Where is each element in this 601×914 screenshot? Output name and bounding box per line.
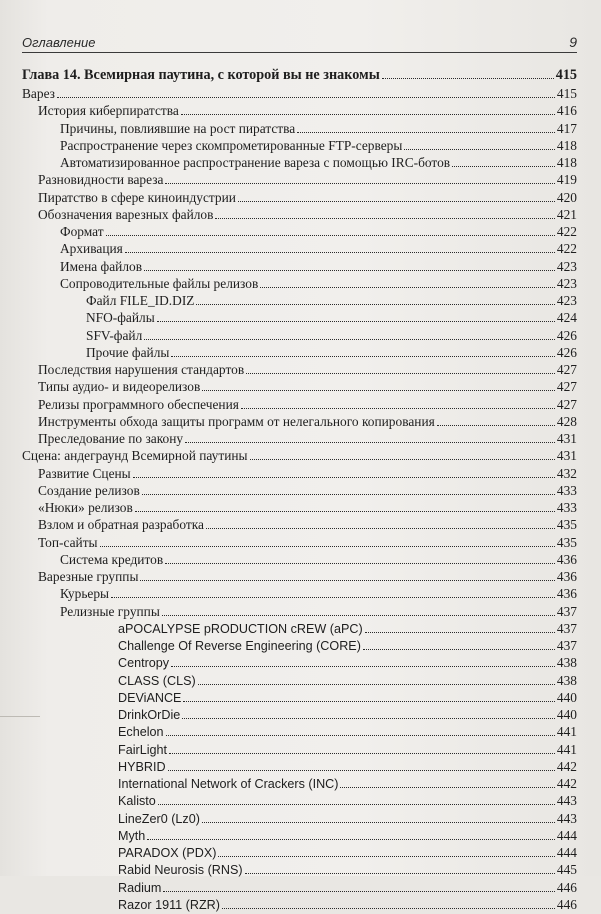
dot-leader xyxy=(241,408,555,409)
toc-entry xyxy=(22,137,577,154)
toc-entry-title: Сцена: андеграунд Всемирной паутины xyxy=(22,448,248,464)
toc-entry xyxy=(22,568,577,585)
dot-leader xyxy=(140,580,554,581)
toc-entry-page: 422 xyxy=(556,241,577,257)
toc-entry-title: Преследование по закону xyxy=(38,431,184,446)
toc-entry-page: 419 xyxy=(556,172,577,188)
toc-entry-page: 423 xyxy=(556,293,577,308)
page-number: 9 xyxy=(569,34,577,50)
toc-entry xyxy=(22,85,577,102)
dot-leader xyxy=(144,270,555,271)
toc-entry-title: Варез xyxy=(22,86,55,101)
toc-entry xyxy=(22,654,577,671)
toc-entry-title: DrinkOrDie xyxy=(118,708,181,722)
toc-entry xyxy=(22,810,577,827)
toc-entry-page: 436 xyxy=(556,551,577,567)
dot-leader xyxy=(125,252,555,253)
dot-leader xyxy=(135,511,555,512)
toc-entry-title: HYBRID xyxy=(118,759,166,774)
toc-entry xyxy=(22,275,577,292)
dot-leader xyxy=(196,304,554,305)
toc-entry-title: Обозначения варезных файлов xyxy=(38,206,214,222)
toc-entry-title: Релизные группы xyxy=(60,603,160,619)
dot-leader xyxy=(106,235,555,236)
toc-entry xyxy=(22,223,577,240)
toc-entry-page: 442 xyxy=(556,758,577,774)
toc-entry-page: 436 xyxy=(556,569,577,584)
toc-entry-title: Radium xyxy=(118,880,162,895)
toc-entry xyxy=(22,792,577,809)
toc-entry-title: Топ-сайты xyxy=(38,534,98,550)
toc-entry-title: Система кредитов xyxy=(60,551,164,567)
toc-entry-title: Последствия нарушения стандартов xyxy=(38,362,245,377)
toc-entry-page: 423 xyxy=(556,275,577,291)
dot-leader xyxy=(246,373,555,374)
dot-leader xyxy=(202,822,555,823)
toc-entry-title: NFO-файлы xyxy=(86,310,155,326)
dot-leader xyxy=(163,891,555,892)
toc-entry-title: Myth xyxy=(118,828,146,843)
dot-leader xyxy=(297,132,555,133)
toc-entry-page: 424 xyxy=(556,310,577,326)
toc-entry xyxy=(22,206,577,223)
toc-entry-page: 435 xyxy=(556,517,577,533)
dot-leader xyxy=(111,597,555,598)
toc-entry-page: 431 xyxy=(556,448,577,464)
toc-entry-title: Курьеры xyxy=(60,586,110,602)
toc-entry xyxy=(22,551,577,568)
toc-entry-title: Echelon xyxy=(118,725,164,740)
toc-entry xyxy=(22,309,577,326)
toc-entry xyxy=(22,896,577,913)
toc-entry-title: Пиратство в сфере киноиндустрии xyxy=(38,189,236,205)
toc-entry-title: Разновидности вареза xyxy=(38,172,164,188)
toc-entry xyxy=(22,689,577,706)
dot-leader xyxy=(437,425,555,426)
toc-entry-page: 426 xyxy=(556,327,577,343)
running-title: Оглавление xyxy=(22,35,96,50)
toc-entry-page: 442 xyxy=(556,776,577,791)
toc-entry-page: 421 xyxy=(556,206,577,222)
toc-entry-page: 436 xyxy=(556,586,577,602)
dot-leader xyxy=(382,78,554,79)
toc-entry-page: 426 xyxy=(556,344,577,360)
toc-entry-title: Прочие файлы xyxy=(86,344,170,360)
toc-entry-title: Причины, повлиявшие на рост пиратства xyxy=(60,120,296,136)
toc-entry xyxy=(22,465,577,482)
toc-entry-page: 444 xyxy=(556,827,577,843)
toc-entry-page: 420 xyxy=(556,189,577,205)
toc-entry xyxy=(22,240,577,257)
toc-entry xyxy=(22,258,577,275)
toc-entry-page: 446 xyxy=(556,896,577,912)
dot-leader xyxy=(404,149,555,150)
toc-entry xyxy=(22,620,577,637)
toc-entry-title: Создание релизов xyxy=(38,482,140,498)
toc-entry-page: 437 xyxy=(556,603,577,619)
toc-entry xyxy=(22,447,577,464)
dot-leader xyxy=(147,839,555,840)
toc-entry-page: 438 xyxy=(556,672,577,688)
dot-leader xyxy=(169,753,555,754)
toc-entry xyxy=(22,499,577,516)
toc-entry xyxy=(22,534,577,551)
toc-entry xyxy=(22,120,577,137)
dot-leader xyxy=(206,528,555,529)
toc-entry-title: Варезные группы xyxy=(38,569,139,584)
toc-entry-title: Имена файлов xyxy=(60,258,143,274)
toc-entry-title: aPOCALYPSE pRODUCTION cREW (aPC) xyxy=(118,621,363,636)
toc-entry xyxy=(22,171,577,188)
toc-entry-title: Centropy xyxy=(118,656,170,671)
toc-entry-page: 437 xyxy=(556,620,577,636)
toc-entry xyxy=(22,396,577,413)
dot-leader xyxy=(171,666,555,667)
toc-entry-title: Взлом и обратная разработка xyxy=(38,517,204,533)
toc-entry-page: 435 xyxy=(556,534,577,550)
toc-entry xyxy=(22,413,577,430)
dot-leader xyxy=(165,563,555,564)
toc-entry-title: Релизы программного обеспечения xyxy=(38,396,239,412)
toc-entry-page: 418 xyxy=(556,155,577,170)
dot-leader xyxy=(198,684,555,685)
toc-entry-page: 441 xyxy=(556,741,577,757)
toc-entry xyxy=(22,775,577,792)
dot-leader xyxy=(222,908,555,909)
toc-entry-page: 445 xyxy=(556,862,577,878)
dot-leader xyxy=(157,321,555,322)
toc-entry xyxy=(22,672,577,689)
toc-entry xyxy=(22,723,577,740)
toc-entry-page: 415 xyxy=(555,67,577,83)
toc-entry-page: 415 xyxy=(556,86,577,101)
toc-entry-page: 422 xyxy=(556,224,577,239)
toc-entry xyxy=(22,879,577,896)
toc-entry-page: 427 xyxy=(556,379,577,395)
toc-entry-title: Архивация xyxy=(60,241,123,257)
toc-chapter-entry xyxy=(22,66,577,85)
toc-entry-page: 418 xyxy=(556,137,577,153)
toc-entry xyxy=(22,378,577,395)
dot-leader xyxy=(165,183,554,184)
toc-entry-title: LineZer0 (Lz0) xyxy=(118,811,200,826)
dot-leader xyxy=(365,632,555,633)
dot-leader xyxy=(183,701,554,702)
toc-entry-page: 433 xyxy=(556,482,577,498)
toc-entry-title: «Нюки» релизов xyxy=(38,500,133,515)
toc-entry-page: 440 xyxy=(556,689,577,705)
toc-entry-page: 438 xyxy=(556,655,577,671)
toc-entry xyxy=(22,844,577,861)
header-rule xyxy=(22,52,577,53)
running-header xyxy=(22,34,577,50)
toc-entry-title: Razor 1911 (RZR) xyxy=(118,897,220,912)
dot-leader xyxy=(215,218,554,219)
toc-entry-title: FairLight xyxy=(118,742,167,757)
toc-entry-page: 423 xyxy=(556,258,577,274)
toc-entry-page: 443 xyxy=(556,810,577,826)
toc-entry-title: Автоматизированное распространение вареза с помощью IRC-ботов xyxy=(60,155,451,170)
toc-entry-title: Challenge Of Reverse Engineering (CORE) xyxy=(118,639,361,653)
toc-entry xyxy=(22,585,577,602)
toc-entry xyxy=(22,637,577,654)
toc-entry-page: 417 xyxy=(556,120,577,136)
dot-leader xyxy=(171,356,555,357)
dot-leader xyxy=(144,339,555,340)
dot-leader xyxy=(162,615,555,616)
toc-entry-page: 437 xyxy=(556,638,577,653)
toc-entry xyxy=(22,758,577,775)
toc-entry-page: 441 xyxy=(556,724,577,740)
dot-leader xyxy=(202,390,555,391)
toc-entry-title: International Network of Crackers (INC) xyxy=(118,777,339,791)
toc-entry xyxy=(22,603,577,620)
dot-leader xyxy=(166,735,555,736)
dot-leader xyxy=(260,287,555,288)
dot-leader xyxy=(142,494,555,495)
toc-entry-title: Типы аудио- и видеорелизов xyxy=(38,379,201,395)
dot-leader xyxy=(218,856,554,857)
toc-entry-page: 416 xyxy=(556,103,577,119)
toc-entry xyxy=(22,327,577,344)
dot-leader xyxy=(57,97,555,98)
toc-entry-title: Инструменты обхода защиты программ от нелегального копирования xyxy=(38,413,435,429)
toc-entry-page: 431 xyxy=(556,431,577,446)
dot-leader xyxy=(340,787,554,788)
dot-leader xyxy=(182,718,555,719)
toc-entry-page: 427 xyxy=(556,362,577,377)
toc-entry-title: Глава 14. Всемирная паутина, с которой вы не знакомы xyxy=(22,67,380,83)
toc-entry-title: Rabid Neurosis (RNS) xyxy=(118,863,243,878)
toc-entry-page: 446 xyxy=(556,879,577,895)
toc-entry-page: 433 xyxy=(556,500,577,515)
dot-leader xyxy=(245,873,555,874)
toc-entry-title: Развитие Сцены xyxy=(38,465,131,481)
toc-entry xyxy=(22,827,577,844)
toc-entry xyxy=(22,344,577,361)
toc-entry-title: SFV-файл xyxy=(86,327,143,343)
dot-leader xyxy=(452,166,555,167)
toc-entry-title: История киберпиратства xyxy=(38,103,179,119)
toc-entry-page: 432 xyxy=(556,465,577,481)
dot-leader xyxy=(185,442,555,443)
dot-leader xyxy=(133,477,555,478)
toc-entry-page: 428 xyxy=(556,413,577,429)
toc-entry-page: 440 xyxy=(556,707,577,722)
dot-leader xyxy=(250,459,555,460)
dot-leader xyxy=(158,804,555,805)
toc-entry xyxy=(22,741,577,758)
toc-entry-title: Распространение через скомпрометированные FTP-серверы xyxy=(60,137,403,153)
toc-entry-title: Kalisto xyxy=(118,794,156,809)
dot-leader xyxy=(181,114,555,115)
dot-leader xyxy=(238,201,555,202)
dot-leader xyxy=(363,649,555,650)
toc-entry-title: DEViANCE xyxy=(118,690,182,705)
toc-entry xyxy=(22,430,577,447)
toc-entry xyxy=(22,292,577,309)
toc-entry-title: Файл FILE_ID.DIZ xyxy=(86,293,195,308)
toc-entry-title: PARADOX (PDX) xyxy=(118,846,217,860)
toc-entry xyxy=(22,516,577,533)
toc-entry xyxy=(22,482,577,499)
toc-entry-title: CLASS (CLS) xyxy=(118,673,196,688)
toc-entry xyxy=(22,102,577,119)
table-of-contents xyxy=(22,66,577,913)
toc-entry-page: 443 xyxy=(556,793,577,809)
toc-entry-page: 444 xyxy=(556,845,577,860)
toc-entry-title: Формат xyxy=(60,224,104,239)
dot-leader xyxy=(168,770,555,771)
dot-leader xyxy=(100,546,555,547)
toc-entry xyxy=(22,361,577,378)
toc-entry xyxy=(22,706,577,723)
toc-entry xyxy=(22,189,577,206)
toc-entry-title: Сопроводительные файлы релизов xyxy=(60,275,259,291)
toc-entry xyxy=(22,154,577,171)
toc-entry-page: 427 xyxy=(556,396,577,412)
